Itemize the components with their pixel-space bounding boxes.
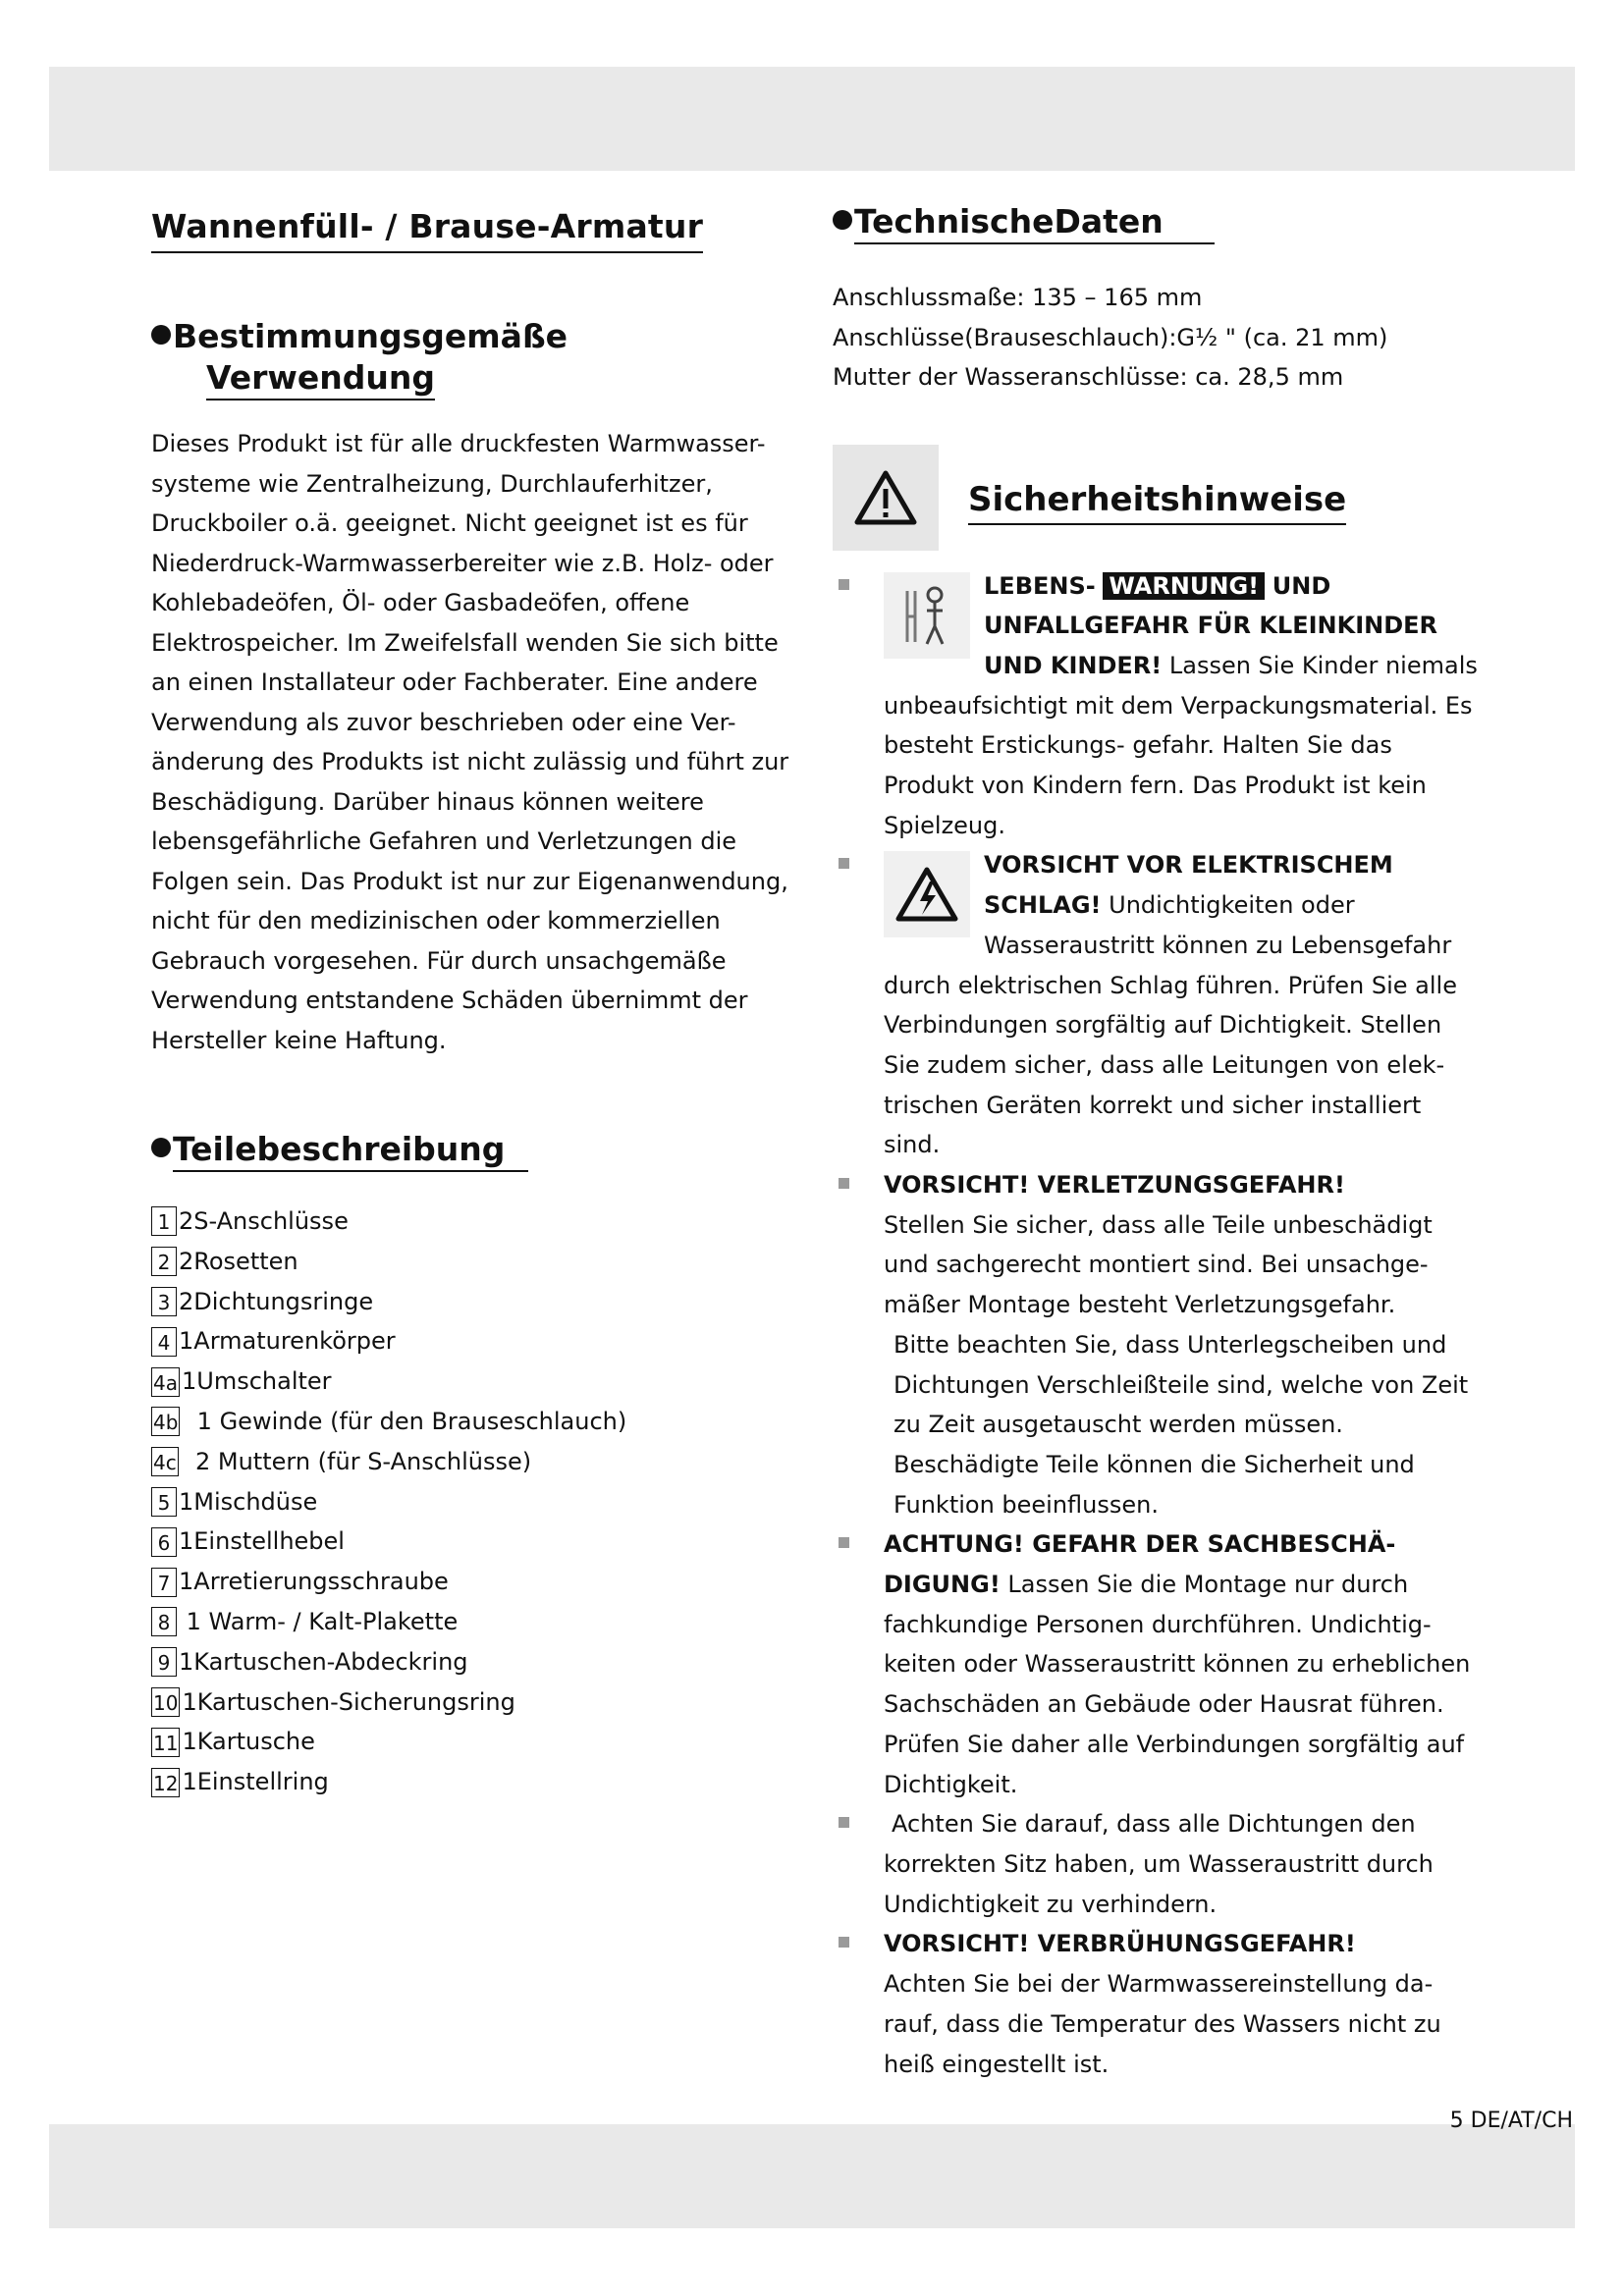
part-label: 1 Warm- / Kalt-Plakette <box>179 1607 459 1635</box>
part-item <box>151 1722 804 1762</box>
bullet-dot-icon <box>151 1138 171 1157</box>
part-label: 1 Gewinde (für den Brauseschlauch) <box>182 1407 627 1435</box>
part-item <box>151 1362 804 1402</box>
part-number: 6 <box>151 1527 177 1557</box>
part-number: 4 <box>151 1327 177 1357</box>
part-number: 3 <box>151 1287 177 1316</box>
part-number: 8 <box>151 1607 177 1636</box>
parts-list <box>151 1201 804 1802</box>
safety-item-property: ACHTUNG! GEFAHR DER SACHBESCHÄ- DIGUNG! Lassen Sie die Montage nur durch fachkundige Personen durchführen. Undichtig- keiten oder Wasseraustritt können zu erheblichen Sachschäden an Gebäude oder Hausrat führen. Prüfen Sie daher alle Verbindungen sorgfältig auf Dichtigkeit. <box>833 1524 1481 1804</box>
safety-item-seals: Achten Sie darauf, dass alle Dichtungen den korrekten Sitz haben, um Wasseraustritt durch Undichtigkeit zu verhindern. <box>833 1804 1481 1924</box>
safety-item-scald: VORSICHT! VERBRÜHUNGSGEFAHR! Achten Sie bei der Warmwassereinstellung da- rauf, dass die Temperatur des Wassers nicht zu heiß eingestellt ist. <box>833 1924 1481 2084</box>
tech-row: Mutter der Wasseranschlüsse: ca. 28,5 mm <box>833 363 1344 391</box>
child-warning-icon <box>884 572 970 659</box>
tech-data <box>833 278 1481 398</box>
part-label: 2Dichtungsringe <box>179 1287 374 1315</box>
part-item <box>151 1482 804 1522</box>
part-label: 1Umschalter <box>181 1367 332 1396</box>
safety-item-children: LEBENS- WARNUNG! UND UNFALLGEFAHR FÜR KLEINKINDER UND KINDER! Lassen Sie Kinder niemals unbeaufsichtigt mit dem Verpackungsmaterial. Es besteht Erstickungs- gefahr. Halten Sie das Produkt von Kindern fern. Das Produkt ist kein Spielzeug. <box>833 566 1481 846</box>
intended-use-heading: Bestimmungsgemäße Verwendung <box>151 316 804 399</box>
part-item <box>151 1321 804 1362</box>
safety-heading: Sicherheitshinweise <box>968 480 1346 525</box>
part-item <box>151 1602 804 1642</box>
part-number: 9 <box>151 1647 177 1677</box>
square-bullet-icon <box>839 858 849 869</box>
tech-row: Anschlüsse(Brauseschlauch):G½ " (ca. 21 mm) <box>833 323 1388 351</box>
part-item <box>151 1522 804 1562</box>
part-label: 2S-Anschlüsse <box>179 1207 349 1235</box>
part-label: 1Arretierungsschraube <box>179 1568 449 1596</box>
electric-shock-warning-icon <box>884 851 970 937</box>
square-bullet-icon <box>839 1937 849 1948</box>
bullet-dot-icon <box>833 210 852 230</box>
part-number: 4c <box>151 1447 179 1476</box>
right-column <box>833 201 1481 2084</box>
part-label: 1Mischdüse <box>179 1487 318 1516</box>
part-label: 2 Muttern (für S-Anschlüsse) <box>180 1447 532 1475</box>
part-number: 5 <box>151 1487 177 1517</box>
part-item <box>151 1682 804 1723</box>
square-bullet-icon <box>839 1817 849 1828</box>
bullet-dot-icon <box>151 325 171 345</box>
square-bullet-icon <box>839 1178 849 1189</box>
part-label: 2Rosetten <box>179 1247 298 1275</box>
part-item <box>151 1201 804 1242</box>
part-item <box>151 1762 804 1802</box>
square-bullet-icon <box>839 579 849 590</box>
safety-item-injury: VORSICHT! VERLETZUNGSGEFAHR! Stellen Sie sicher, dass alle Teile unbeschädigt und sachgerecht montiert sind. Bei unsachge- mäßer Montage besteht Verletzungsgefahr. Bitte beachten Sie, dass Unterlegscheiben und Dichtungen Verschleißteile sind, welche von Zeit zu Zeit ausgetauscht werden müssen. Beschädigte Teile können die Sicherheit und Funktion beeinflussen. <box>833 1165 1481 1524</box>
part-item <box>151 1642 804 1682</box>
tech-heading: TechnischeDaten <box>833 201 1481 242</box>
page-number: 5 DE/AT/CH <box>1449 2109 1573 2133</box>
part-label: 1Kartuschen-Abdeckring <box>179 1647 468 1676</box>
parts-heading: Teilebeschreibung <box>151 1129 804 1170</box>
part-label: 1Einstellring <box>182 1768 329 1796</box>
intended-use-text: Dieses Produkt ist für alle druckfesten Warmwasser- systeme wie Zentralheizung, Durchlauferhitzer, Druckboiler o.ä. geeignet. Nicht geeignet ist es für Niederdruck-Warmwasserbereiter wie z.B. Holz- oder Kohlebadeöfen, Öl- oder Gasbadeöfen, offene Elektrospeicher. Im Zweifelsfall wenden Sie sich bitte an einen Installateur oder Fachberater. Eine andere Verwendung als zuvor beschrieben oder eine Ver- änderung des Produkts ist nicht zulässig und führt zur Beschädigung. Darüber hinaus können weitere lebensgefährliche Gefahren und Verletzungen die Folgen sein. Das Produkt ist nur zur Eigenanwendung, nicht für den medizinischen oder kommerziellen Gebrauch vorgesehen. Für durch unsachgemäße Verwendung entstandene Schäden übernimmt der Hersteller keine Haftung. <box>151 430 789 1054</box>
tech-row: Anschlussmaße: 135 – 165 mm <box>833 284 1203 311</box>
part-number: 11 <box>151 1728 180 1757</box>
left-column <box>151 201 804 1802</box>
safety-item-electric: VORSICHT VOR ELEKTRISCHEM SCHLAG! Undichtigkeiten oder Wasseraustritt können zu Lebensgefahr durch elektrischen Schlag führen. Prüfen Sie alle Verbindungen sorgfältig auf Dichtigkeit. Stellen Sie zudem sicher, dass alle Leitungen von elek- trischen Geräten korrekt und sicher installiert sind. <box>833 845 1481 1165</box>
warning-badge: WARNUNG! <box>1103 572 1265 600</box>
safety-header <box>833 445 1481 551</box>
part-item <box>151 1242 804 1282</box>
part-item <box>151 1442 804 1482</box>
part-item <box>151 1562 804 1602</box>
part-number: 4a <box>151 1367 180 1397</box>
part-label: 1Einstellhebel <box>179 1527 345 1556</box>
part-item <box>151 1402 804 1442</box>
footer-band <box>49 2124 1575 2228</box>
part-number: 12 <box>151 1768 180 1797</box>
part-number: 7 <box>151 1568 177 1597</box>
warning-triangle-icon <box>833 445 939 551</box>
header-band <box>49 67 1575 171</box>
document-title: Wannenfüll- / Brause-Armatur <box>151 207 703 253</box>
part-number: 4b <box>151 1407 180 1436</box>
part-number: 2 <box>151 1247 177 1276</box>
part-label: 1Armaturenkörper <box>179 1327 396 1356</box>
part-label: 1Kartusche <box>182 1728 315 1756</box>
part-label: 1Kartuschen-Sicherungsring <box>182 1687 515 1716</box>
part-number: 1 <box>151 1206 177 1236</box>
part-item <box>151 1282 804 1322</box>
square-bullet-icon <box>839 1537 849 1548</box>
part-number: 10 <box>151 1687 180 1717</box>
